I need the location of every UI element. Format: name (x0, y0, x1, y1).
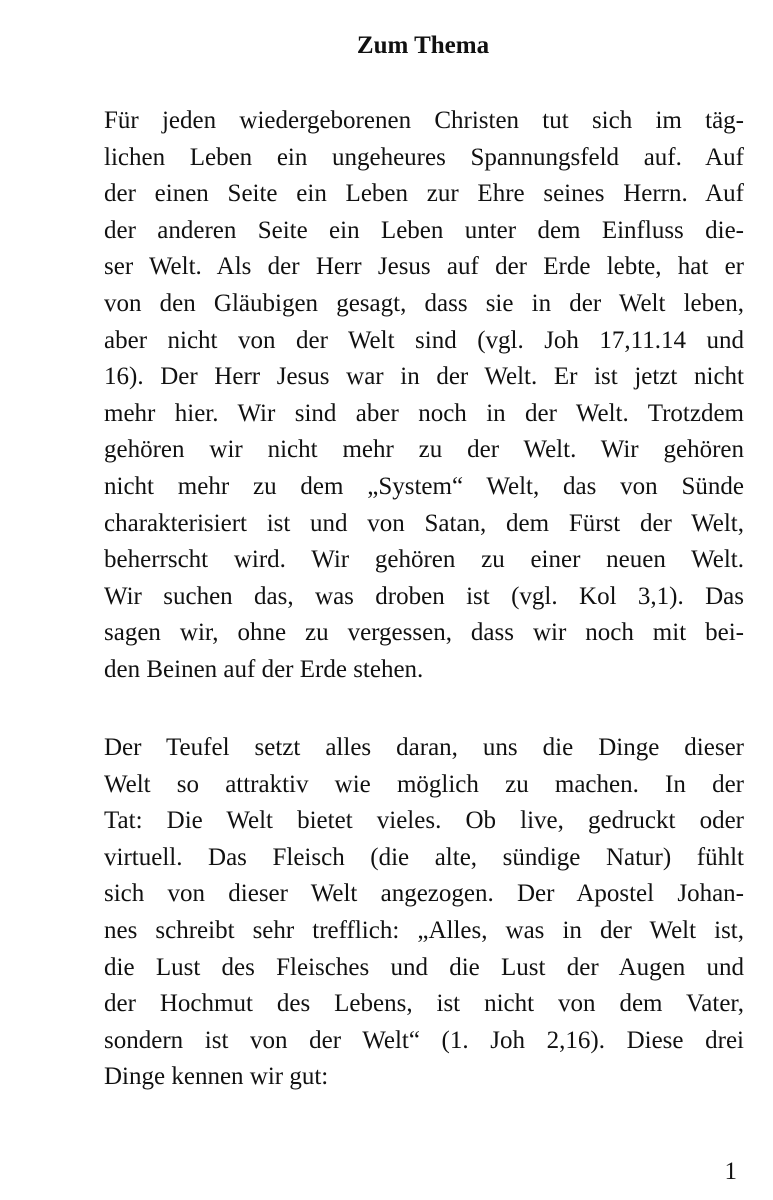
text-line: Welt so attraktiv wie möglich zu machen. In der (104, 770, 744, 798)
text-line: der einen Seite ein Leben zur Ehre seines Herrn. Auf (104, 180, 744, 208)
text-line: mehr hier. Wir sind aber noch in der Welt. Trotzdem (104, 399, 744, 427)
paragraph-1 (104, 103, 744, 689)
text-line: von den Gläubigen gesagt, dass sie in der Welt leben, (104, 289, 744, 317)
text-line: sagen wir, ohne zu vergessen, dass wir noch mit bei- (104, 619, 744, 647)
text-line: lichen Leben ein ungeheures Spannungsfeld auf. Auf (104, 143, 744, 171)
text-line: 16). Der Herr Jesus war in der Welt. Er ist jetzt nicht (104, 363, 744, 391)
text-line: Tat: Die Welt bietet vieles. Ob live, gedruckt oder (104, 807, 744, 835)
text-line: den Beinen auf der Erde stehen. (104, 655, 424, 683)
text-line: der Hochmut des Lebens, ist nicht von dem Vater, (104, 990, 744, 1018)
text-line: der anderen Seite ein Leben unter dem Einfluss die- (104, 216, 744, 244)
text-line: charakterisiert ist und von Satan, dem Fürst der Welt, (104, 509, 744, 537)
page-title: Zum Thema (356, 32, 490, 59)
text-line: nes schreibt sehr trefflich: „Alles, was in der Welt ist, (104, 916, 744, 944)
page-number: 1 (724, 1158, 737, 1185)
text-line: Dinge kennen wir gut: (104, 1063, 329, 1091)
text-line: beherrscht wird. Wir gehören zu einer neuen Welt. (104, 546, 744, 574)
text-line: gehören wir nicht mehr zu der Welt. Wir gehören (104, 436, 744, 464)
text-line: virtuell. Das Fleisch (die alte, sündige Natur) fühlt (104, 843, 744, 871)
paragraph-2 (104, 730, 744, 1096)
text-line: nicht mehr zu dem „System“ Welt, das von Sünde (104, 472, 744, 500)
text-line: aber nicht von der Welt sind (vgl. Joh 17,11.14 und (104, 326, 744, 354)
text-line: Wir suchen das, was droben ist (vgl. Kol 3,1). Das (104, 582, 744, 610)
text-line: Für jeden wiedergeborenen Christen tut sich im täg- (104, 107, 744, 134)
text-line: ser Welt. Als der Herr Jesus auf der Erde lebte, hat er (104, 253, 744, 281)
text-line: Der Teufel setzt alles daran, uns die Dinge dieser (104, 734, 744, 761)
text-line: sondern ist von der Welt“ (1. Joh 2,16). Diese drei (104, 1026, 744, 1054)
text-line: die Lust des Fleisches und die Lust der Augen und (104, 953, 744, 981)
text-line: sich von dieser Welt angezogen. Der Apostel Johan- (104, 880, 744, 908)
